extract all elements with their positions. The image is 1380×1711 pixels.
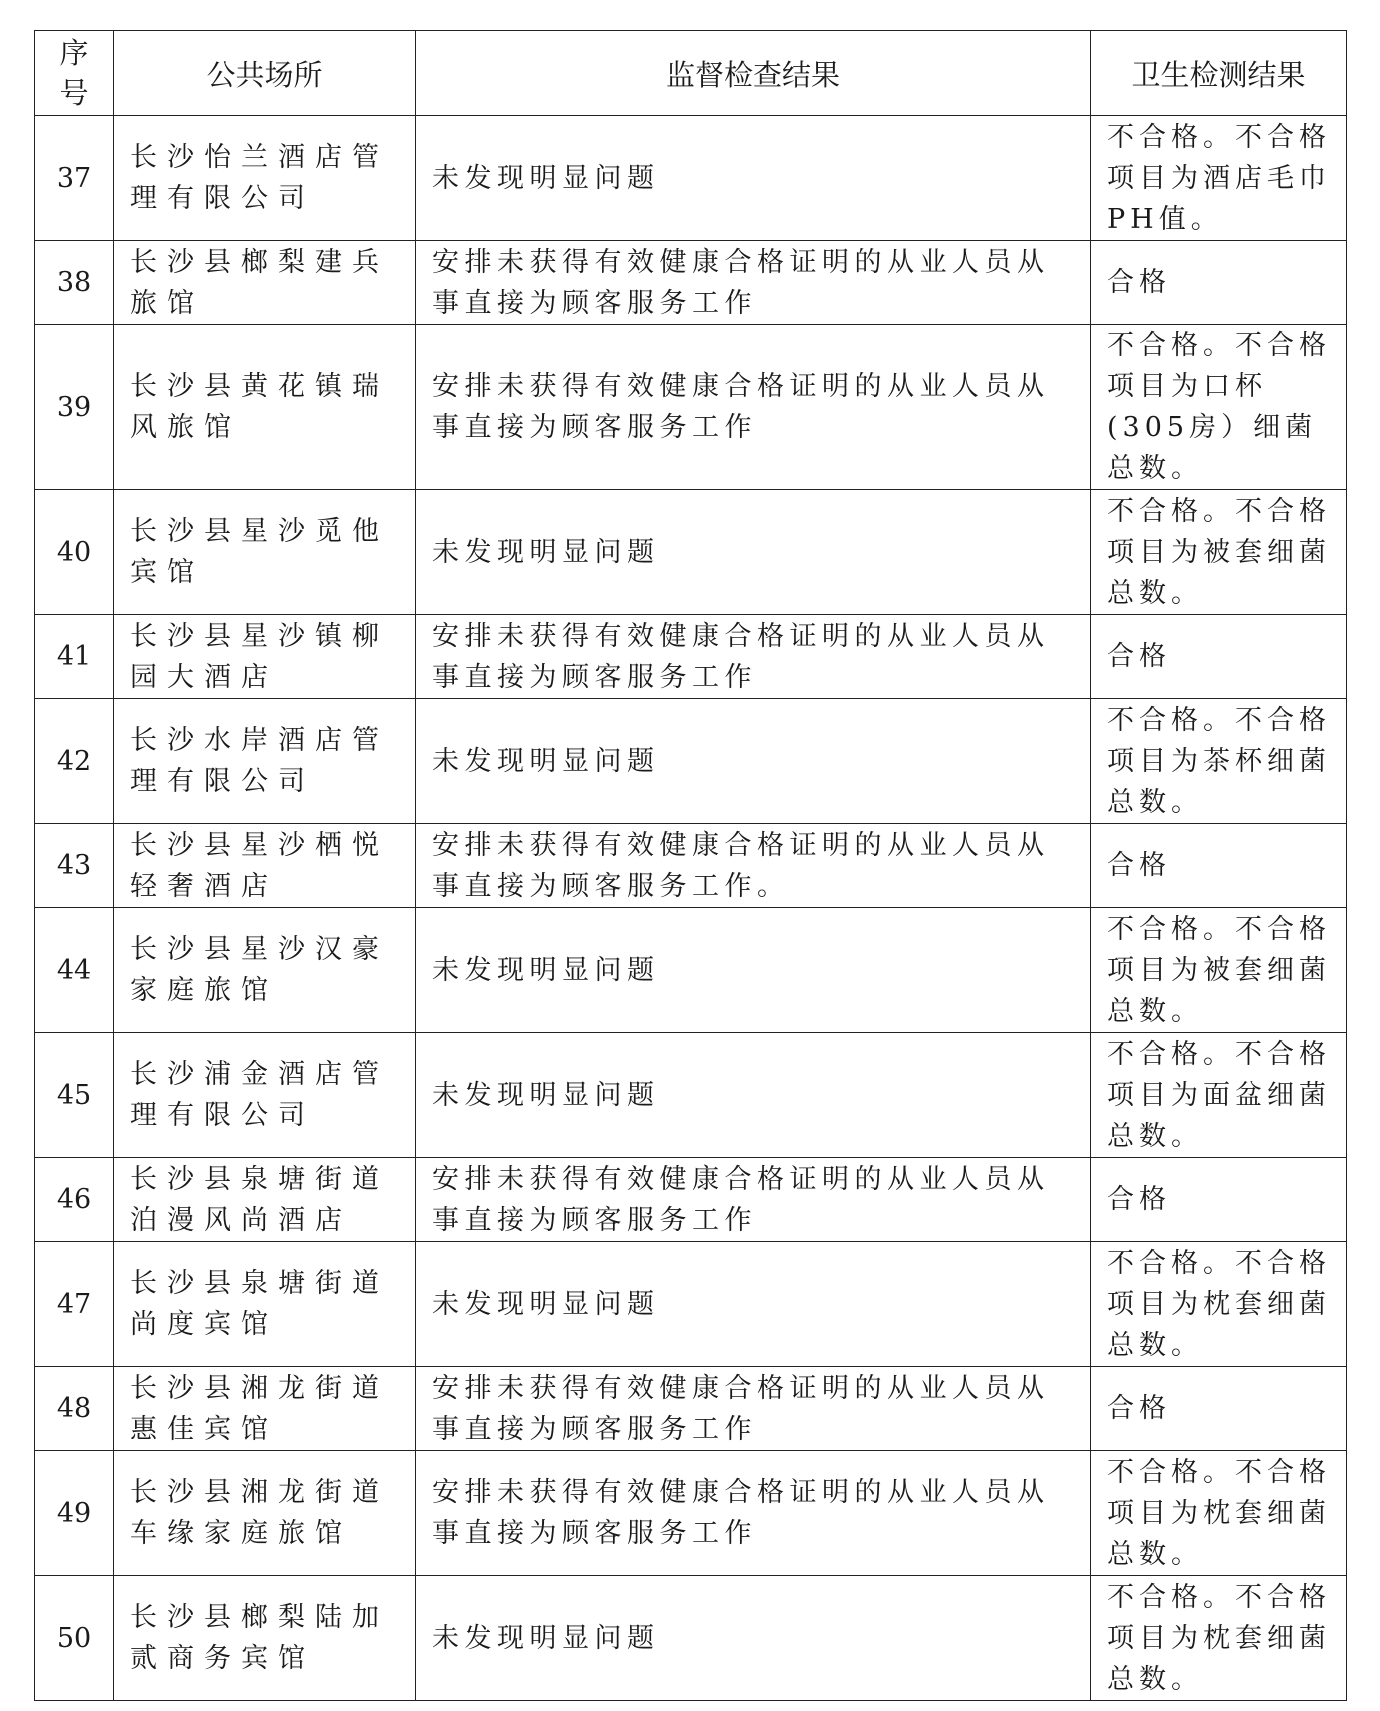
row-number: 39 <box>35 325 114 490</box>
inspection-result: 未发现明显问题 <box>416 116 1091 241</box>
table-row <box>35 1242 1347 1367</box>
place-name: 长沙县黄花镇瑞风旅馆 <box>114 325 416 490</box>
hygiene-result: 合格 <box>1091 241 1347 325</box>
table-row <box>35 1367 1347 1451</box>
hygiene-result: 不合格。不合格项目为被套细菌总数。 <box>1091 490 1347 615</box>
row-number: 47 <box>35 1242 114 1367</box>
row-number: 48 <box>35 1367 114 1451</box>
hygiene-result: 合格 <box>1091 1367 1347 1451</box>
place-name: 长沙县榔梨建兵旅馆 <box>114 241 416 325</box>
inspection-results-table <box>34 30 1347 1701</box>
inspection-result: 安排未获得有效健康合格证明的从业人员从事直接为顾客服务工作 <box>416 1451 1091 1576</box>
hygiene-result: 合格 <box>1091 615 1347 699</box>
hygiene-result: 不合格。不合格项目为面盆细菌总数。 <box>1091 1033 1347 1158</box>
inspection-result: 未发现明显问题 <box>416 1576 1091 1701</box>
table-header-row <box>35 31 1347 116</box>
table-row <box>35 1033 1347 1158</box>
place-name: 长沙县星沙汉豪家庭旅馆 <box>114 908 416 1033</box>
hygiene-result: 合格 <box>1091 824 1347 908</box>
inspection-result: 安排未获得有效健康合格证明的从业人员从事直接为顾客服务工作 <box>416 615 1091 699</box>
row-number: 42 <box>35 699 114 824</box>
row-number: 40 <box>35 490 114 615</box>
table-row <box>35 490 1347 615</box>
row-number: 46 <box>35 1158 114 1242</box>
column-header-seq-line1: 序 <box>59 36 89 70</box>
hygiene-result: 不合格。不合格项目为枕套细菌总数。 <box>1091 1242 1347 1367</box>
inspection-result: 未发现明显问题 <box>416 490 1091 615</box>
inspection-result: 安排未获得有效健康合格证明的从业人员从事直接为顾客服务工作 <box>416 241 1091 325</box>
table-row <box>35 116 1347 241</box>
column-header-inspection: 监督检查结果 <box>416 31 1091 116</box>
place-name: 长沙浦金酒店管理有限公司 <box>114 1033 416 1158</box>
table-row <box>35 824 1347 908</box>
table-row <box>35 908 1347 1033</box>
row-number: 41 <box>35 615 114 699</box>
inspection-result: 安排未获得有效健康合格证明的从业人员从事直接为顾客服务工作 <box>416 1367 1091 1451</box>
hygiene-result: 不合格。不合格项目为口杯(305房）细菌总数。 <box>1091 325 1347 490</box>
hygiene-result: 不合格。不合格项目为茶杯细菌总数。 <box>1091 699 1347 824</box>
place-name: 长沙怡兰酒店管理有限公司 <box>114 116 416 241</box>
hygiene-result: 合格 <box>1091 1158 1347 1242</box>
place-name: 长沙县泉塘街道泊漫风尚酒店 <box>114 1158 416 1242</box>
place-name: 长沙县湘龙街道车缘家庭旅馆 <box>114 1451 416 1576</box>
place-name: 长沙县星沙栖悦轻奢酒店 <box>114 824 416 908</box>
place-name: 长沙县湘龙街道惠佳宾馆 <box>114 1367 416 1451</box>
place-name: 长沙县星沙镇柳园大酒店 <box>114 615 416 699</box>
hygiene-result: 不合格。不合格项目为枕套细菌总数。 <box>1091 1576 1347 1701</box>
place-name: 长沙县星沙觅他宾馆 <box>114 490 416 615</box>
column-header-seq <box>35 31 114 116</box>
place-name: 长沙县榔梨陆加贰商务宾馆 <box>114 1576 416 1701</box>
table-row <box>35 1158 1347 1242</box>
hygiene-result: 不合格。不合格项目为枕套细菌总数。 <box>1091 1451 1347 1576</box>
row-number: 50 <box>35 1576 114 1701</box>
place-name: 长沙县泉塘街道尚度宾馆 <box>114 1242 416 1367</box>
column-header-seq-line2: 号 <box>59 76 89 110</box>
place-name: 长沙水岸酒店管理有限公司 <box>114 699 416 824</box>
table-row <box>35 1451 1347 1576</box>
inspection-result: 未发现明显问题 <box>416 908 1091 1033</box>
row-number: 44 <box>35 908 114 1033</box>
row-number: 49 <box>35 1451 114 1576</box>
table-row <box>35 1576 1347 1701</box>
inspection-result: 安排未获得有效健康合格证明的从业人员从事直接为顾客服务工作 <box>416 325 1091 490</box>
inspection-result: 未发现明显问题 <box>416 699 1091 824</box>
column-header-hygiene: 卫生检测结果 <box>1091 31 1347 116</box>
inspection-result: 安排未获得有效健康合格证明的从业人员从事直接为顾客服务工作 <box>416 1158 1091 1242</box>
inspection-result: 未发现明显问题 <box>416 1242 1091 1367</box>
inspection-result: 安排未获得有效健康合格证明的从业人员从事直接为顾客服务工作。 <box>416 824 1091 908</box>
table-row <box>35 241 1347 325</box>
column-header-place: 公共场所 <box>114 31 416 116</box>
table-row <box>35 699 1347 824</box>
table-row <box>35 325 1347 490</box>
row-number: 37 <box>35 116 114 241</box>
table-row <box>35 615 1347 699</box>
row-number: 43 <box>35 824 114 908</box>
hygiene-result: 不合格。不合格项目为酒店毛巾PH值。 <box>1091 116 1347 241</box>
row-number: 38 <box>35 241 114 325</box>
row-number: 45 <box>35 1033 114 1158</box>
inspection-result: 未发现明显问题 <box>416 1033 1091 1158</box>
hygiene-result: 不合格。不合格项目为被套细菌总数。 <box>1091 908 1347 1033</box>
